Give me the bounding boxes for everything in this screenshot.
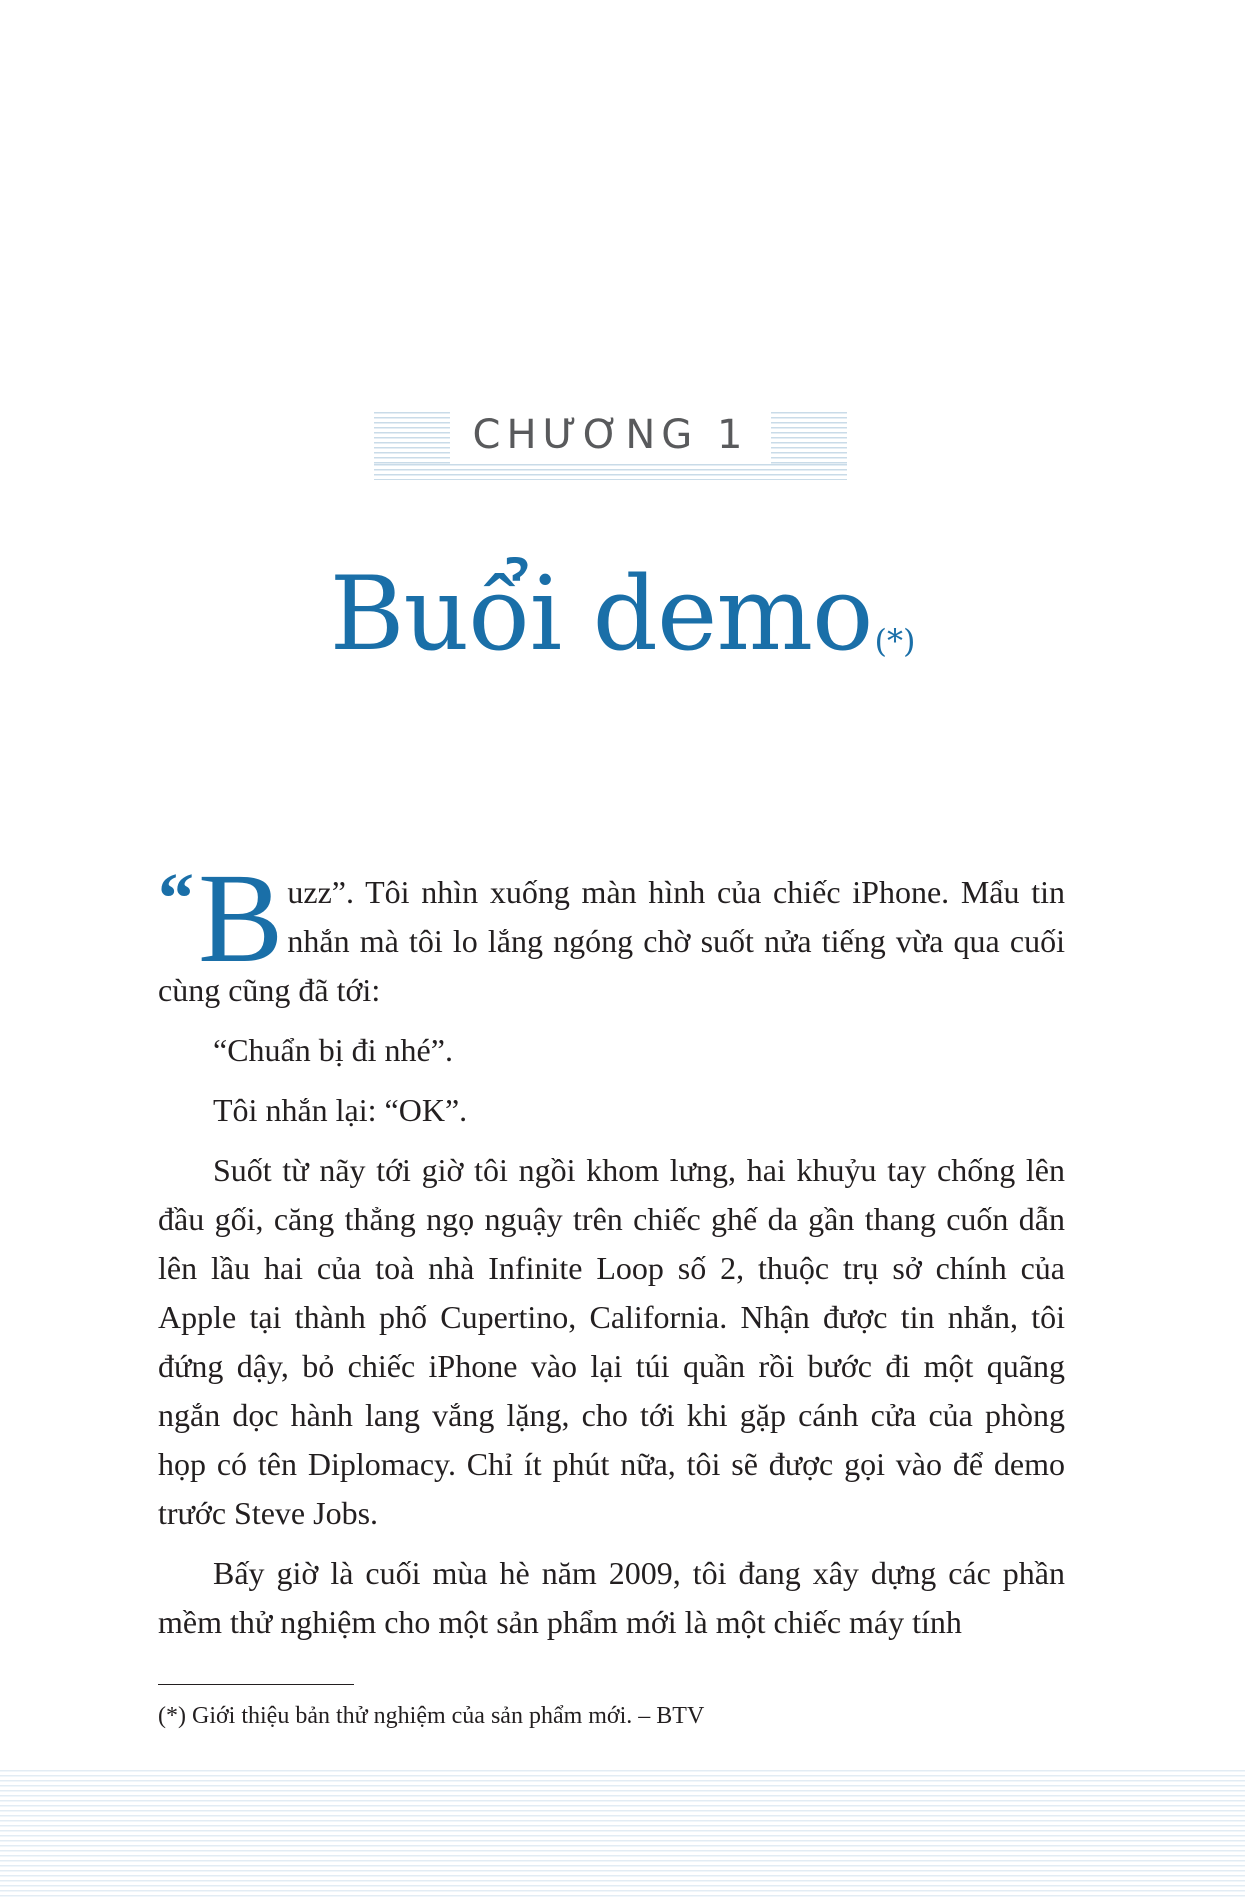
chapter-title-text: Buổi demo (329, 555, 873, 674)
opening-quote-mark: “ (158, 858, 194, 938)
paragraph: Tôi nhắn lại: “OK”. (213, 1092, 468, 1128)
first-paragraph (158, 847, 1065, 1015)
first-paragraph-text: uzz”. Tôi nhìn xuống màn hình của chiếc iPhone. Mẩu tin nhắn mà tôi lo lắng ngóng chờ suốt nửa tiếng vừa qua cuối cùng cũng đã tới: (158, 874, 1065, 1008)
footnote: (*) Giới thiệu bản thử nghiệm của sản phẩm mới. – BTV (158, 1703, 705, 1729)
paragraph: “Chuẩn bị đi nhé”. (213, 1032, 453, 1068)
bottom-stripe-band (0, 1770, 1245, 1898)
chapter-label: CHƯƠNG 1 (472, 412, 749, 458)
chapter-title (0, 555, 1245, 675)
chapter-header (374, 407, 847, 480)
title-footnote-mark: (*) (874, 622, 916, 660)
header-stripe-right (771, 412, 847, 464)
body-text (158, 847, 1065, 1658)
footnote-divider (158, 1684, 354, 1685)
header-stripe-left (374, 412, 450, 464)
paragraph: Suốt từ nãy tới giờ tôi ngồi khom lưng, hai khuỷu tay chống lên đầu gối, căng thẳng ngọ nguậy trên chiếc ghế da gần thang cuốn dẫn lên lầu hai của toà nhà Infinite Loop số 2, thuộc trụ sở chính của Apple tại thành phố Cupertino, California. Nhận được tin nhắn, tôi đứng dậy, bỏ chiếc iPhone vào lại túi quần rồi bước đi một quãng ngắn dọc hành lang vắng lặng, cho tới khi gặp cánh cửa của phòng họp có tên Diplomacy. Chỉ ít phút nữa, tôi sẽ được gọi vào để demo trước Steve Jobs. (158, 1152, 1065, 1531)
drop-cap: B (198, 847, 284, 989)
paragraph: Bấy giờ là cuối mùa hè năm 2009, tôi đang xây dựng các phần mềm thử nghiệm cho một sản phẩm mới là một chiếc máy tính (158, 1555, 1065, 1640)
header-stripe-bottom (374, 464, 847, 480)
